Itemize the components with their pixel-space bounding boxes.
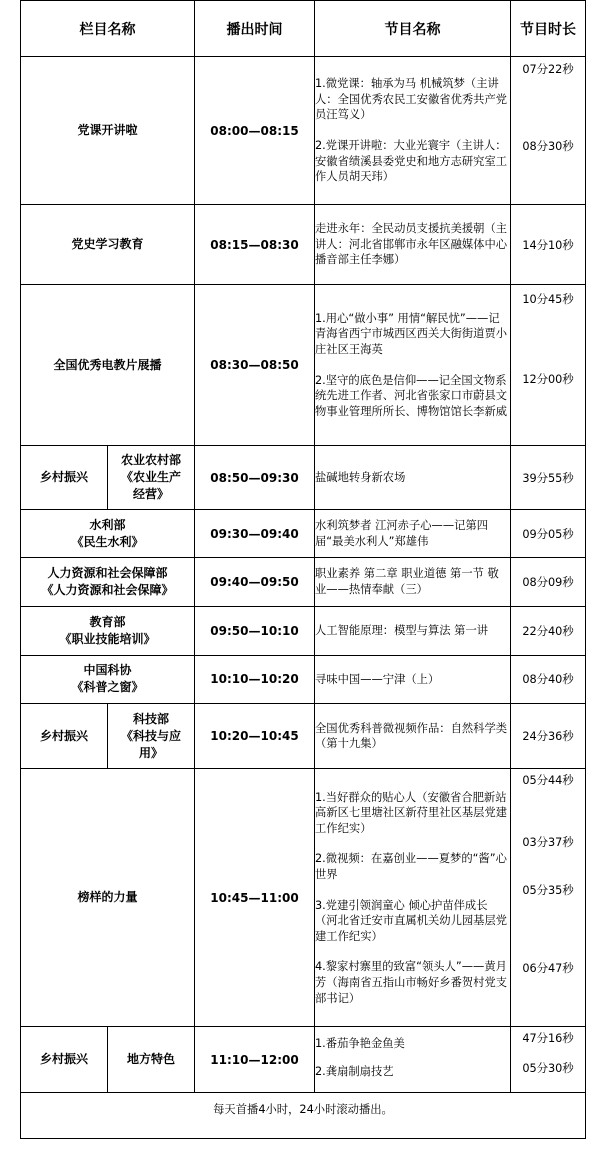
program-cell <box>315 285 511 446</box>
table-row <box>21 57 586 205</box>
duration-cell <box>511 1027 586 1092</box>
air-time: 10:45—11:00 <box>195 769 315 1027</box>
air-time: 09:30—09:40 <box>195 510 315 558</box>
table-row <box>21 445 586 509</box>
duration-value: 12分00秒 <box>522 373 574 387</box>
header-air-time: 播出时间 <box>195 1 315 57</box>
program-item: 走进永年：全民动员支援抗美援朝（主讲人：河北省邯郸市永年区融媒体中心播音部主任李娜） <box>315 222 508 267</box>
air-time: 11:10—12:00 <box>195 1027 315 1092</box>
program-cell <box>315 1027 511 1092</box>
table-row <box>21 285 586 446</box>
column-name: 党课开讲啦 <box>21 57 195 205</box>
air-time: 10:10—10:20 <box>195 655 315 703</box>
air-time: 10:20—10:45 <box>195 704 315 769</box>
duration-value: 08分09秒 <box>511 558 586 606</box>
program-item: 寻味中国——宁津（上） <box>315 655 511 703</box>
schedule-table <box>20 0 586 1139</box>
duration-value: 05分30秒 <box>522 1062 574 1076</box>
program-item: 1.微党课：轴承为马 机械筑梦（主讲人：全国优秀农民工安徽省优秀共产党员汪笃义） <box>315 77 508 122</box>
column-category: 乡村振兴 <box>21 704 108 769</box>
table-row <box>21 510 586 558</box>
program-cell <box>315 204 511 284</box>
header-duration: 节目时长 <box>511 1 586 57</box>
program-item: 2.坚守的底色是信仰——记全国文物系统先进工作者、河北省张家口市蔚县文物事业管理所所长、博物馆馆长李新威 <box>315 373 508 418</box>
table-row <box>21 1027 586 1092</box>
air-time: 09:50—10:10 <box>195 606 315 655</box>
column-subname: 科技部 《科技与应 用》 <box>108 704 195 769</box>
air-time: 08:15—08:30 <box>195 204 315 284</box>
duration-value: 09分05秒 <box>511 510 586 558</box>
table-row <box>21 655 586 703</box>
duration-value: 22分40秒 <box>511 606 586 655</box>
column-name: 全国优秀电教片展播 <box>21 285 195 446</box>
table-row <box>21 204 586 284</box>
program-item: 人工智能原理：模型与算法 第一讲 <box>315 606 511 655</box>
program-item: 1.番茄争艳金鱼美 <box>315 1036 405 1050</box>
header-row <box>21 1 586 57</box>
air-time: 08:50—09:30 <box>195 445 315 509</box>
program-item: 盐碱地转身新农场 <box>315 445 511 509</box>
program-item: 4.黎家村寨里的致富“领头人”——黄月芳（海南省五指山市畅好乡番贺村党支部书记） <box>315 960 508 1005</box>
duration-value: 05分35秒 <box>522 884 574 898</box>
air-time: 08:00—08:15 <box>195 57 315 205</box>
duration-value: 24分36秒 <box>511 704 586 769</box>
column-subname: 地方特色 <box>108 1027 195 1092</box>
footer-note: 每天首播4小时，24小时滚动播出。 <box>21 1092 586 1138</box>
program-item: 1.当好群众的贴心人（安徽省合肥新站高新区七里塘社区新苻里社区基层党建工作纪实） <box>315 790 508 835</box>
program-item: 职业素养 第二章 职业道德 第一节 敬业——热情奉献（三） <box>315 558 511 606</box>
program-cell <box>315 769 511 1027</box>
column-name: 中国科协 《科普之窗》 <box>21 655 195 703</box>
header-program-name: 节目名称 <box>315 1 511 57</box>
program-item: 3.党建引领润童心 倾心护苗伴成长（河北省迁安市直属机关幼儿园基层党建工作纪实） <box>315 898 508 943</box>
program-item: 水利筑梦者 江河赤子心——记第四届“最美水利人”郑雄伟 <box>315 510 511 558</box>
duration-value: 14分10秒 <box>511 204 586 284</box>
duration-value: 03分37秒 <box>522 836 574 850</box>
duration-value: 05分44秒 <box>522 774 574 788</box>
column-name: 教育部 《职业技能培训》 <box>21 606 195 655</box>
duration-value: 06分47秒 <box>522 962 574 976</box>
program-item: 2.微视频：在嘉创业——夏梦的“酱”心世界 <box>315 852 507 881</box>
column-name: 榜样的力量 <box>21 769 195 1027</box>
footer-row <box>21 1092 586 1138</box>
duration-value: 47分16秒 <box>522 1032 574 1046</box>
duration-cell <box>511 769 586 1027</box>
column-category: 乡村振兴 <box>21 445 108 509</box>
column-category: 乡村振兴 <box>21 1027 108 1092</box>
air-time: 09:40—09:50 <box>195 558 315 606</box>
program-item: 全国优秀科普微视频作品：自然科学类（第十九集） <box>315 704 511 769</box>
duration-cell <box>511 57 586 205</box>
table-row <box>21 606 586 655</box>
column-name: 党史学习教育 <box>21 204 195 284</box>
table-row <box>21 769 586 1027</box>
program-item: 2.党课开讲啦：大业光寰宇（主讲人：安徽省绩溪县委党史和地方志研究室工作人员胡天玮） <box>315 139 508 184</box>
table-row <box>21 558 586 606</box>
program-item: 2.龚扇制扇技艺 <box>315 1064 394 1078</box>
duration-value: 39分55秒 <box>511 445 586 509</box>
column-name: 人力资源和社会保障部 《人力资源和社会保障》 <box>21 558 195 606</box>
table-row <box>21 704 586 769</box>
duration-value: 10分45秒 <box>522 293 574 307</box>
duration-value: 08分30秒 <box>522 140 574 154</box>
program-item: 1.用心“做小事” 用情“解民忧”——记青海省西宁市城西区西关大街街道贾小庄社区王海英 <box>315 311 508 356</box>
column-subname: 农业农村部 《农业生产 经营》 <box>108 445 195 509</box>
duration-value: 08分40秒 <box>511 655 586 703</box>
header-column-name: 栏目名称 <box>21 1 195 57</box>
air-time: 08:30—08:50 <box>195 285 315 446</box>
program-cell <box>315 57 511 205</box>
column-name: 水利部 《民生水利》 <box>21 510 195 558</box>
duration-cell <box>511 285 586 446</box>
duration-value: 07分22秒 <box>522 63 574 77</box>
